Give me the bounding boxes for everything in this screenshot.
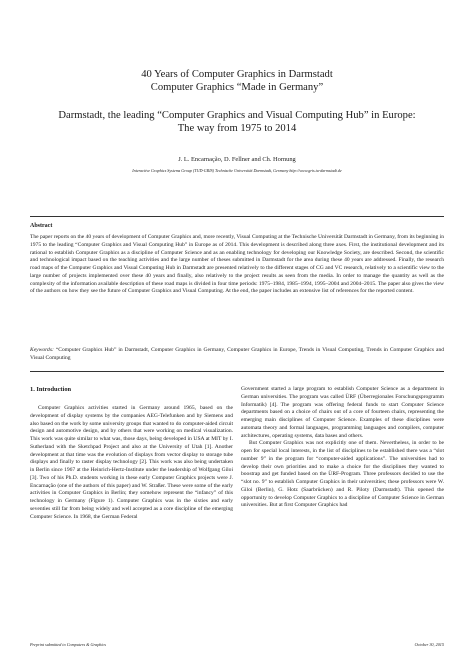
- affiliation: Interactive Graphics Systems Group (TUD-GRIS) Technische Universität Darmstadt, Germany http://www.gris.tu-darmstadt.de: [132, 168, 342, 173]
- subtitle-line-1: Darmstadt, the leading “Computer Graphics and Visual Computing Hub” in Europe:: [58, 110, 416, 121]
- section-heading: 1. Introduction: [30, 386, 72, 393]
- keywords-text: “Computer Graphics Hub” in Darmstadt, Computer Graphics in Germany, Computer Graphics in Europe, Trends in Visual Computing, Trends in Computer Graphics and Visual Computing: [30, 347, 444, 361]
- right-paragraph-2: But Computer Graphics was not explicitly one of them. Nevertheless, in order to be open for special local interests, in the list of disciplines to be established there was a “slot number 9” in the program for “computer-aided applications”. The universities had to develop their own priorities and to make a choice for the disciplines they wanted to boostrap and get funded based on the ÜRF-Program. Three professors decided to use the “slot no. 9” to establish Computer Graphics in their universities; these professors were W. Giloi (Berlin), G. Hotz (Saarbrücken) and R. Piloty (Darmstadt). This opened the opportunity to develop Computer Graphics to a discipline of Computer Science in German universities. But at first Computer Graphics had: [241, 440, 444, 509]
- title-block: [20, 68, 454, 135]
- keywords-label: Keywords:: [30, 347, 54, 353]
- footer-date: October 30, 2015: [414, 642, 444, 647]
- right-paragraph-1: Government started a large program to establish Computer Science as a department in German universities. The program was called ÜRF (Überregionales Forschungsprogramm Informatik) [4]. The program was offering federal funds to start Computer Science departments based on a choice of chairs out of a core of fourteen chairs, representing the emerging main disciplines of Computer Science. Examples of these disciplines were automata theory and formal languages, programming languages and compilers, computer architectures, operating systems, data bases and others.: [241, 386, 444, 439]
- left-column-text: Computer Graphics activities started in Germany around 1965, based on the development of display systems by the companies AEG-Telefunken and by Siemens and also based on the work by some university groups that wanted to do computer-aided circuit design and automotive design, and by others that were working on medical visualization. This work was quite similar to what was, those days, being developed in USA at MIT by I. Sutherland with the Sketchpad Project and also at the University of Utah [1]. Another development at that time was the evolution of displays from vector display to storage tube displays and finally to raster display technology [2]. This work was also being undertaken in Berlin since 1967 at the Heinrich-Hertz-Institute under the leadership of Wolfgang Giloi [3]. Two of his Ph.D. students working in these early Computer Graphics projects were J. Encarnação (one of the authors of this paper) and W. Straßer. These were some of the early activities in Computer Graphics in Berlin; they somehow represent the “infancy” of this technology in Germany (Figure 1). Computer Graphics was in the sixties and early seventies still far from being widely and well accepted as a core discipline of the emerging Computer Science. In 1968, the German Federal: [30, 405, 233, 520]
- title-line-2: Computer Graphics “Made in Germany”: [150, 82, 324, 93]
- title-line-1: 40 Years of Computer Graphics in Darmstadt: [141, 69, 333, 80]
- footer-journal: Preprint submitted to Computers & Graphics: [30, 642, 107, 647]
- right-column: [241, 386, 444, 510]
- abstract-text: The paper reports on the 40 years of development of Computer Graphics and, more recently, Visual Computing at the Technische Universität Darmstadt in Germany, from its beginning in 1975 to the leading “Computer Graphics and Visual Computing Hub” in Europe as of 2014. This development is described along three axes. First, the institutional development and its rational to establish Computer Graphics as a discipline of Computer Science and as an enabling technology for developing our Knowledge Society, are described. Second, the scientific and technological impact based on the teaching activities and the large number of theses submitted in Darmstadt for the area during these 40 years are addressed. Finally, the research road maps of the Computer Graphics and Visual Computing Hub in Darmstadt are presented relatively to the different stages of CG and VC research, relatively to a scientific view to the large number of projects implemented over these 40 years and finally, also relatively to the project results as seen from the media. In order to manage the quantity as well as the complexity of the information available description of these road maps is divided in four time periods: 1975–1984, 1985–1994, 1995–2004 and 2004–2015. The paper also gives the view of the authors on how they see the future of Computer Graphics and Visual Computing. At the end, the paper includes an extensive list of references for the reported content.: [30, 234, 444, 295]
- abstract-top-rule: [30, 216, 444, 217]
- subtitle-line-2: The way from 1975 to 2014: [177, 123, 297, 134]
- authors: J. L. Encarnação, D. Fellner and Ch. Hornung: [178, 156, 296, 163]
- abstract-bottom-rule: [30, 371, 444, 372]
- keywords: [30, 347, 444, 363]
- abstract-heading: Abstract: [30, 223, 53, 229]
